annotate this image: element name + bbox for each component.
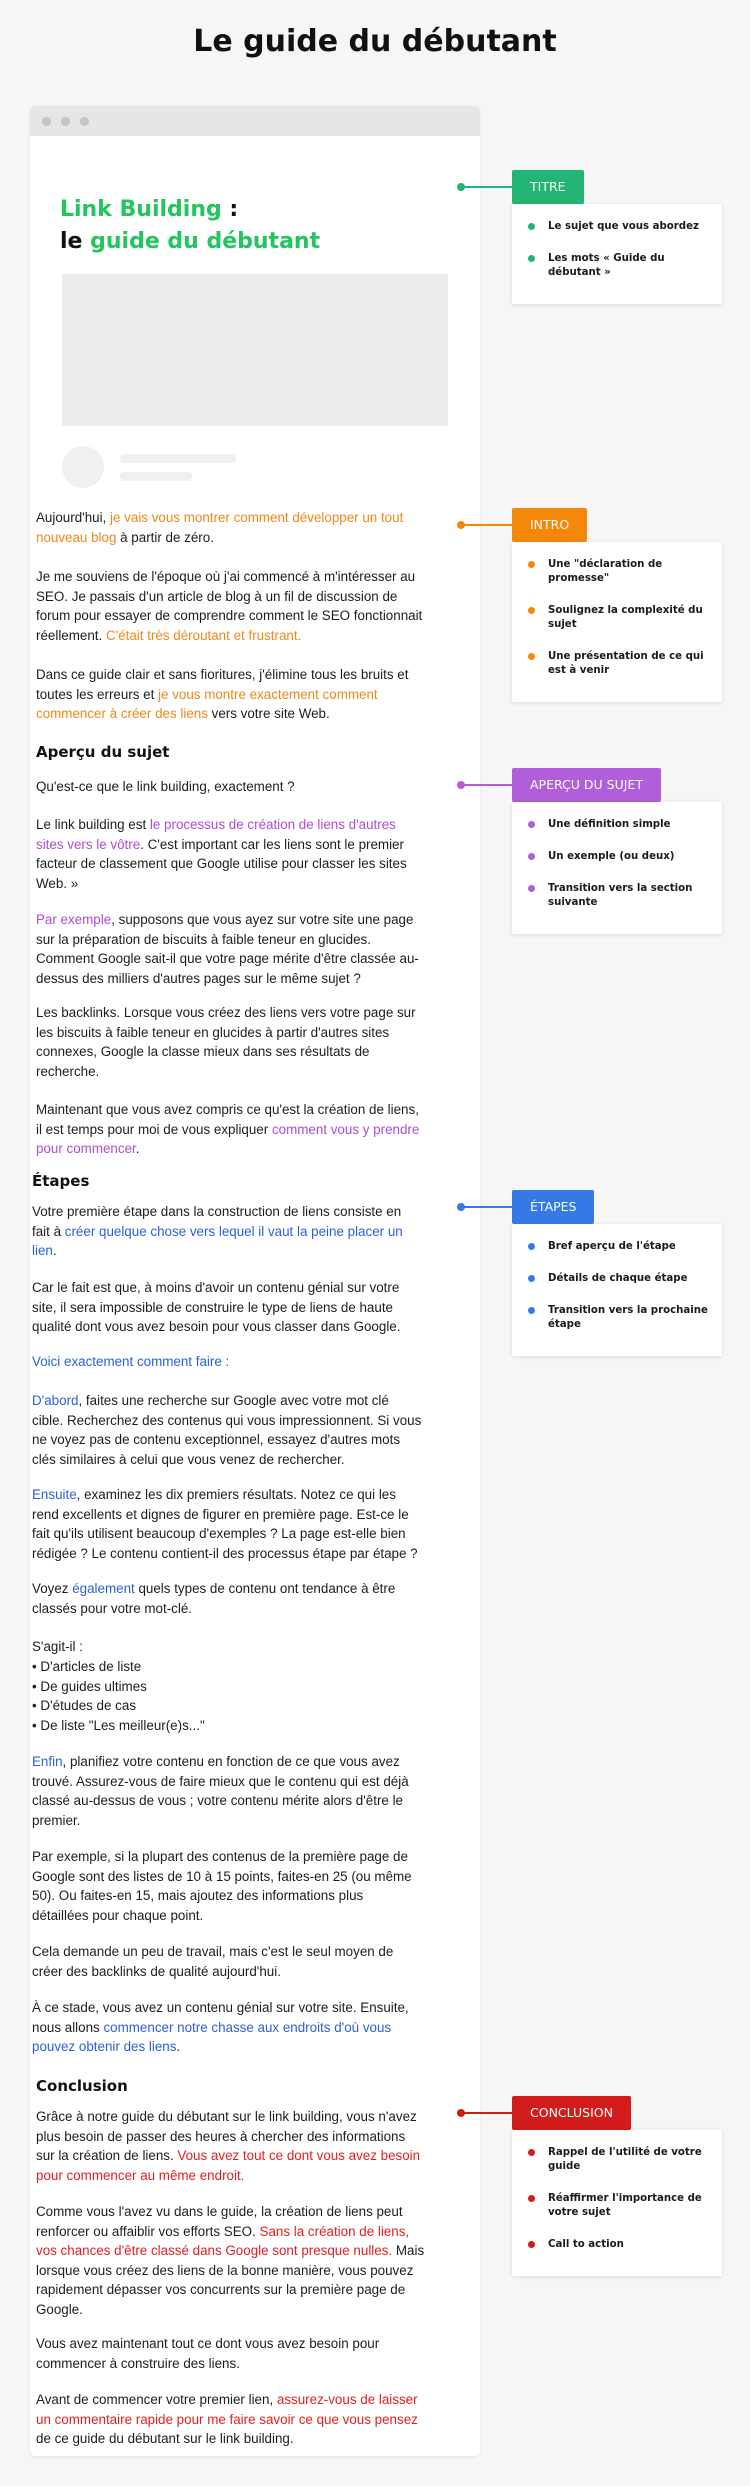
text-segment: . C'est important car les liens sont le premier facteur de classement que Google utilise pour classer les sites Web. » [36, 836, 407, 891]
browser-toolbar [30, 106, 480, 136]
card-item: Bref aperçu de l'étape [528, 1240, 710, 1254]
card-item: Soulignez la complexité du sujet [528, 604, 710, 632]
text-segment: commencer notre chasse aux endroits d'où vous pouvez obtenir des liens [32, 2019, 392, 2054]
connector-line-etapes [461, 1206, 512, 1208]
text-segment: Vous avez tout ce dont vous avez besoin pour commencer au même endroit. [36, 2148, 421, 2183]
card-item: Une définition simple [528, 818, 710, 832]
card-apercu [512, 802, 722, 934]
tag-apercu: APERÇU DU SUJET [512, 768, 661, 802]
connector-line-intro [461, 524, 512, 526]
intro-paragraph [36, 508, 426, 547]
text-segment: . [135, 1141, 140, 1156]
apercu-paragraph [36, 815, 426, 893]
text-segment: Le link building est [36, 817, 150, 832]
conclusion-paragraph: Vous avez maintenant tout ce dont vous avez besoin pour commencer à construire des liens. [36, 2336, 380, 2371]
tag-intro: INTRO [512, 508, 587, 542]
conclusion-paragraph [36, 2390, 426, 2449]
date-meta-placeholder [120, 472, 192, 481]
etapes-list [32, 1657, 422, 1735]
etapes-paragraph: Cela demande un peu de travail, mais c'est le seul moyen de créer des backlinks de qualité aujourd'hui. [32, 1944, 394, 1979]
text-segment: Enfin [32, 1754, 63, 1769]
text-segment: Maintenant que vous avez compris ce qu'est la création de liens, il est temps pour moi de vous expliquer [36, 1102, 419, 1137]
card-titre [512, 204, 722, 304]
text-segment: à partir de zéro. [116, 529, 214, 545]
text-segment: Aujourd'hui, [36, 510, 111, 525]
etapes-paragraph: S'agit-il : [32, 1639, 83, 1654]
list-item: • De liste "Les meilleur(e)s..." [32, 1717, 205, 1733]
text-segment: de ce guide du débutant sur le link building. [36, 2431, 294, 2446]
etapes-paragraph: Par exemple, si la plupart des contenus de la première page de Google sont des listes de 10 à 15 points, faites-en 25 (ou même 50). Ou faites-en 15, mais ajoutez des informations plus détaillées pour chaque point. [32, 1849, 412, 1923]
etapes-paragraph [32, 1998, 422, 2057]
text-segment: Votre première étape dans la construction de liens consiste en fait à [32, 1204, 402, 1239]
text-segment: Je me souviens de l'époque où j'ai commencé à m'intéresser au SEO. Je passais d'un article de blog à un fil de discussion de forum pour essayer de comprendre comment le SEO fonctionnait réellement. [36, 569, 423, 643]
card-conclusion [512, 2130, 722, 2276]
connector-line-titre [461, 186, 512, 188]
apercu-paragraph [36, 1100, 426, 1159]
tag-titre: TITRE [512, 170, 584, 204]
etapes-paragraph [32, 1579, 422, 1618]
window-dot-icon [61, 117, 70, 126]
window-dot-icon [80, 117, 89, 126]
conclusion-paragraph [36, 2202, 426, 2319]
etapes-paragraph [32, 1391, 422, 1469]
text-segment: Avant de commencer votre premier lien, [36, 2392, 277, 2407]
intro-paragraph [36, 665, 426, 724]
card-item: Call to action [528, 2238, 710, 2252]
card-item: Les mots « Guide du débutant » [528, 252, 710, 280]
etapes-paragraph [32, 1485, 422, 1563]
card-item: Transition vers la section suivante [528, 882, 710, 910]
text-segment: Dans ce guide clair et sans fioritures, j'élimine tous les bruits et toutes les erreurs et [36, 667, 409, 702]
section-heading-etapes: Étapes [32, 1172, 90, 1190]
etapes-paragraph [32, 1202, 422, 1261]
section-heading-conclusion: Conclusion [36, 2077, 128, 2095]
text-segment: Comme vous l'avez vu dans le guide, la création de liens peut renforcer ou affaiblir vos efforts SEO. [36, 2204, 403, 2239]
text-segment: , examinez les dix premiers résultats. Notez ce qui les rend excellents et dignes de figurer en première page. Est-ce le fait qu'ils utilisent beaucoup d'exemples ? La page est-elle bien rédigée ? Le contenu contient-il des processus étape par étape ? [32, 1487, 418, 1561]
title-guide: guide du débutant [90, 229, 321, 254]
card-item: Une présentation de ce qui est à venir [528, 650, 710, 678]
etapes-paragraph [32, 1752, 422, 1830]
card-etapes [512, 1224, 722, 1356]
text-segment: assurez-vous de laisser un commentaire rapide pour me faire savoir ce que vous pensez [36, 2392, 418, 2427]
list-item: • D'articles de liste [32, 1659, 142, 1674]
hero-image-placeholder [62, 274, 448, 426]
apercu-paragraph: Les backlinks. Lorsque vous créez des liens vers votre page sur les biscuits à faible teneur en glucides à partir d'autres sites connexes, Google la classe mieux dans ses résultats de recherche. [36, 1005, 416, 1079]
text-segment: , supposons que vous ayez sur votre site une page sur la préparation de biscuits à faible teneur en glucides. Comment Google sait-il que votre page mérite d'être classée au-dessus des milliers d'autres pages sur le même sujet ? [36, 912, 419, 986]
text-segment: également [72, 1581, 135, 1596]
text-segment: D'abord [32, 1393, 79, 1408]
window-dot-icon [42, 117, 51, 126]
title-keyword: Link Building [60, 197, 222, 222]
card-item: Un exemple (ou deux) [528, 850, 710, 864]
connector-line-apercu [461, 784, 512, 786]
etapes-paragraph: Voici exactement comment faire : [32, 1354, 230, 1369]
etapes-paragraph: Car le fait est que, à moins d'avoir un contenu génial sur votre site, il sera impossible de construire le type de liens de haute qualité dont vous avez besoin pour vous classer dans Google. [32, 1280, 401, 1334]
article-title [60, 194, 440, 258]
conclusion-paragraph [36, 2107, 426, 2185]
card-item: Détails de chaque étape [528, 1272, 710, 1286]
text-segment: Par exemple [36, 912, 112, 927]
text-segment: quels types de contenu ont tendance à être classés pour votre mot-clé. [32, 1581, 396, 1616]
card-item: Réaffirmer l'importance de votre sujet [528, 2192, 710, 2220]
text-segment: , planifiez votre contenu en fonction de ce que vous avez trouvé. Assurez-vous de faire mieux que le contenu qui est déjà classé au-dessus de vous ; votre contenu mérite alors d'être le premier. [32, 1754, 409, 1828]
section-heading-apercu: Aperçu du sujet [36, 743, 170, 761]
title-article: le [60, 229, 91, 254]
apercu-paragraph: Qu'est-ce que le link building, exactement ? [36, 779, 295, 794]
text-segment: C'était très déroutant et frustrant. [105, 627, 302, 643]
apercu-paragraph [36, 910, 426, 988]
text-segment: Grâce à notre guide du débutant sur le link building, vous n'avez plus besoin de passer des heures à chercher des informations sur la création de liens. [36, 2109, 417, 2163]
card-item: Rappel de l'utilité de votre guide [528, 2146, 710, 2174]
text-segment: comment vous y prendre pour commencer [36, 1121, 420, 1156]
text-segment: créer quelque chose vers lequel il vaut la peine placer un lien [32, 1223, 403, 1258]
connector-line-conclusion [461, 2112, 512, 2114]
list-item: • D'études de cas [32, 1698, 137, 1713]
text-segment: . [176, 2039, 181, 2054]
text-segment: Mais lorsque vous créez des liens de la bonne manière, vous pouvez rapidement dépasser vos concurrents sur la première page de Google. [36, 2243, 425, 2317]
tag-etapes: ÉTAPES [512, 1190, 594, 1224]
avatar [62, 446, 104, 488]
intro-paragraph [36, 567, 426, 645]
list-item: • De guides ultimes [32, 1678, 147, 1694]
text-segment: Voyez [32, 1581, 73, 1596]
page-title: Le guide du débutant [193, 24, 557, 59]
text-segment: vers votre site Web. [207, 706, 330, 721]
text-segment: je vous montre exactement comment commencer à créer des liens [36, 686, 378, 721]
card-intro [512, 542, 722, 702]
card-item: Transition vers la prochaine étape [528, 1304, 710, 1332]
text-segment: , faites une recherche sur Google avec votre mot clé cible. Recherchez des contenus qui vous impressionnent. Si vous ne voyez pas de contenu exceptionnel, essayez d'autres mots clés similaires à celui que vous venez de rechercher. [32, 1393, 422, 1467]
tag-conclusion: CONCLUSION [512, 2096, 631, 2130]
card-item: Le sujet que vous abordez [528, 220, 710, 234]
author-meta-placeholder [120, 454, 236, 463]
text-segment: Sans la création de liens, vos chances d'être classé dans Google sont presque nulles. [36, 2223, 410, 2258]
text-segment: je vais vous montrer comment développer un tout nouveau blog [36, 510, 404, 545]
text-segment: le processus de création de liens d'autres sites vers le vôtre [36, 817, 396, 852]
text-segment: Ensuite [32, 1487, 77, 1502]
text-segment: . [52, 1243, 57, 1258]
title-colon: : [221, 197, 239, 222]
card-item: Une "déclaration de promesse" [528, 558, 710, 586]
text-segment: À ce stade, vous avez un contenu génial sur votre site. Ensuite, nous allons [32, 2000, 409, 2035]
